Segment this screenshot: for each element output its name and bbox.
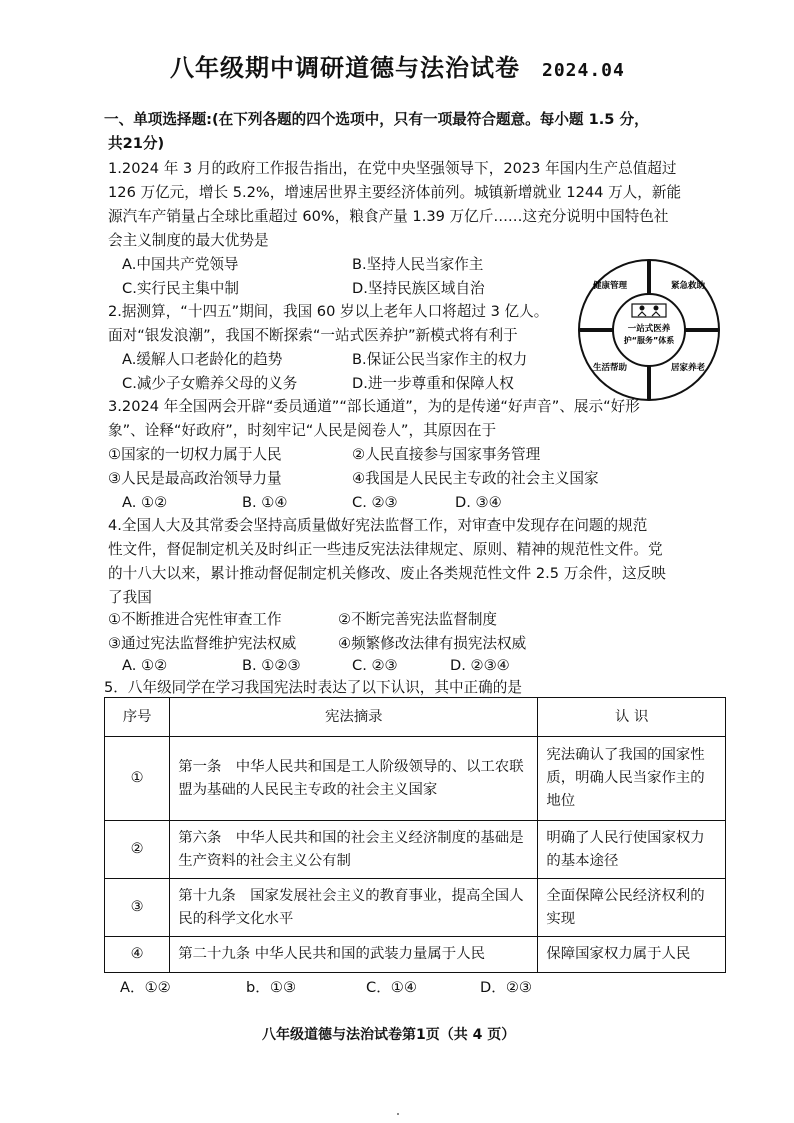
title-text: 八年级期中调研道德与法治试卷 [170,54,520,82]
eldercare-service-diagram [576,258,722,402]
q4-line4: 了我国 [108,589,152,606]
header-view: 认 识 [538,698,726,737]
row-excerpt: 第一条 中华人民共和国是工人阶级领导的、以工农联盟为基础的人民民主专政的社会主义国家 [170,737,538,821]
q3-statement-3: ③人民是最高政治领导力量 [108,470,282,487]
table-row [105,821,726,879]
row-index: ④ [105,937,170,973]
q1-line2: 126 万亿元，增长 5.2%，增速居世界主要经济体前列。城镇新增就业 1244 万人，新能 [108,184,682,201]
q3-option-b: B. ①④ [242,494,288,511]
q4-statement-1: ①不断推进合宪性审查工作 [108,611,282,628]
q3-statement-4: ④我国是人民民主专政的社会主义国家 [352,470,599,487]
q4-line3: 的十八大以来，累计推动督促制定机关修改、废止各类规范性文件 2.5 万余件，这反映 [108,565,666,582]
row-excerpt: 第六条 中华人民共和国的社会主义经济制度的基础是生产资料的社会主义公有制 [170,821,538,879]
q2-line2: 面对“银发浪潮”，我国不断探索“一站式医养护”新模式将有利于 [108,327,518,344]
q4-line2: 性文件，督促制定机关及时纠正一些违反宪法法律规定、原则、精神的规范性文件。党 [108,541,663,558]
page-footer: 八年级道德与法治试卷第1页（共 4 页） [262,1027,516,1043]
q1-option-d: D.坚持民族区域自治 [352,280,485,297]
q3-option-a: A. ①② [122,494,168,511]
diagram-quadrant-living: 生活帮助 [592,363,628,373]
q4-statement-2: ②不断完善宪法监督制度 [338,611,498,628]
header-excerpt: 宪法摘录 [170,698,538,737]
row-index: ① [105,737,170,821]
row-view: 明确了人民行使国家权力的基本途径 [538,821,726,879]
q3-statement-2: ②人民直接参与国家事务管理 [352,446,541,463]
q4-option-a: A. ①② [122,657,168,674]
q4-option-c: C. ②③ [352,657,398,674]
table-header-row [105,698,726,737]
q1-option-b: B.坚持人民当家作主 [352,256,484,273]
row-index: ② [105,821,170,879]
row-view: 保障国家权力属于人民 [538,937,726,973]
diagram-quadrant-home: 居家养老 [670,363,706,373]
q4-statement-3: ③通过宪法监督维护宪法权威 [108,635,297,652]
q3-line2: 象”、诠释“好政府”，时刻牢记“人民是阅卷人”，其原因在于 [108,422,497,439]
q1-line3: 源汽车产销量占全球比重超过 60%，粮食产量 1.39 万亿斤……这充分说明中国特色社 [108,208,669,225]
q3-option-d: D. ③④ [455,494,502,511]
q3-statement-1: ①国家的一切权力属于人民 [108,446,282,463]
q4-line1: 4.全国人大及其常委会坚持高质量做好宪法监督工作，对审查中发现存在问题的规范 [108,517,648,534]
q2-option-c: C.减少子女赡养父母的义务 [122,375,298,392]
q2-line1: 2.据测算，“十四五”期间，我国 60 岁以上老年人口将超过 3 亿人。 [108,303,549,320]
q1-option-c: C.实行民主集中制 [122,280,239,297]
q2-option-d: D.进一步尊重和保障人权 [352,375,514,392]
q5-stem: 5．八年级同学在学习我国宪法时表达了以下认识，其中正确的是 [104,679,522,696]
exam-title [170,48,625,83]
diagram-quadrant-health: 健康管理 [592,281,628,291]
constitution-table [104,697,726,973]
q5-option-b: b．①③ [246,979,297,996]
q2-option-b: B.保证公民当家作主的权力 [352,351,528,368]
q1-line4: 会主义制度的最大优势是 [108,232,269,249]
q3-option-c: C. ②③ [352,494,398,511]
q1-option-a: A.中国共产党领导 [122,256,239,273]
q5-option-c: C．①④ [366,979,417,996]
q1-line1: 1.2024 年 3 月的政府工作报告指出，在党中央坚强领导下，2023 年国内生产总值超过 [108,160,677,177]
table-row [105,937,726,973]
scan-speck [397,1113,399,1115]
exam-date: 2024.04 [542,60,625,81]
q4-option-d: D. ②③④ [450,657,510,674]
q4-option-b: B. ①②③ [242,657,301,674]
row-index: ③ [105,879,170,937]
q2-option-a: A.缓解人口老龄化的趋势 [122,351,283,368]
diagram-center-line2: 护“服务”体系 [623,336,675,345]
section-header-line2: 共21分) [108,135,165,152]
row-view: 宪法确认了我国的国家性质，明确人民当家作主的地位 [538,737,726,821]
row-excerpt: 第二十九条 中华人民共和国的武装力量属于人民 [170,937,538,973]
q4-statement-4: ④频繁修改法律有损宪法权威 [338,635,527,652]
header-index: 序号 [105,698,170,737]
section-header-line1: 一、单项选择题:(在下列各题的四个选项中，只有一项最符合题意。每小题 1.5 分， [104,111,649,128]
q5-option-a: A．①② [120,979,171,996]
table-row [105,879,726,937]
diagram-center-line1: 一站式医养 [627,324,671,334]
row-view: 全面保障公民经济权利的实现 [538,879,726,937]
table-row [105,737,726,821]
q3-line1: 3.2024 年全国两会开辟“委员通道”“部长通道”，为的是传递“好声音”、展示“好形 [108,398,640,415]
row-excerpt: 第十九条 国家发展社会主义的教育事业，提高全国人民的科学文化水平 [170,879,538,937]
diagram-quadrant-emergency: 紧急救助 [670,281,706,291]
q5-option-d: D．②③ [480,979,532,996]
